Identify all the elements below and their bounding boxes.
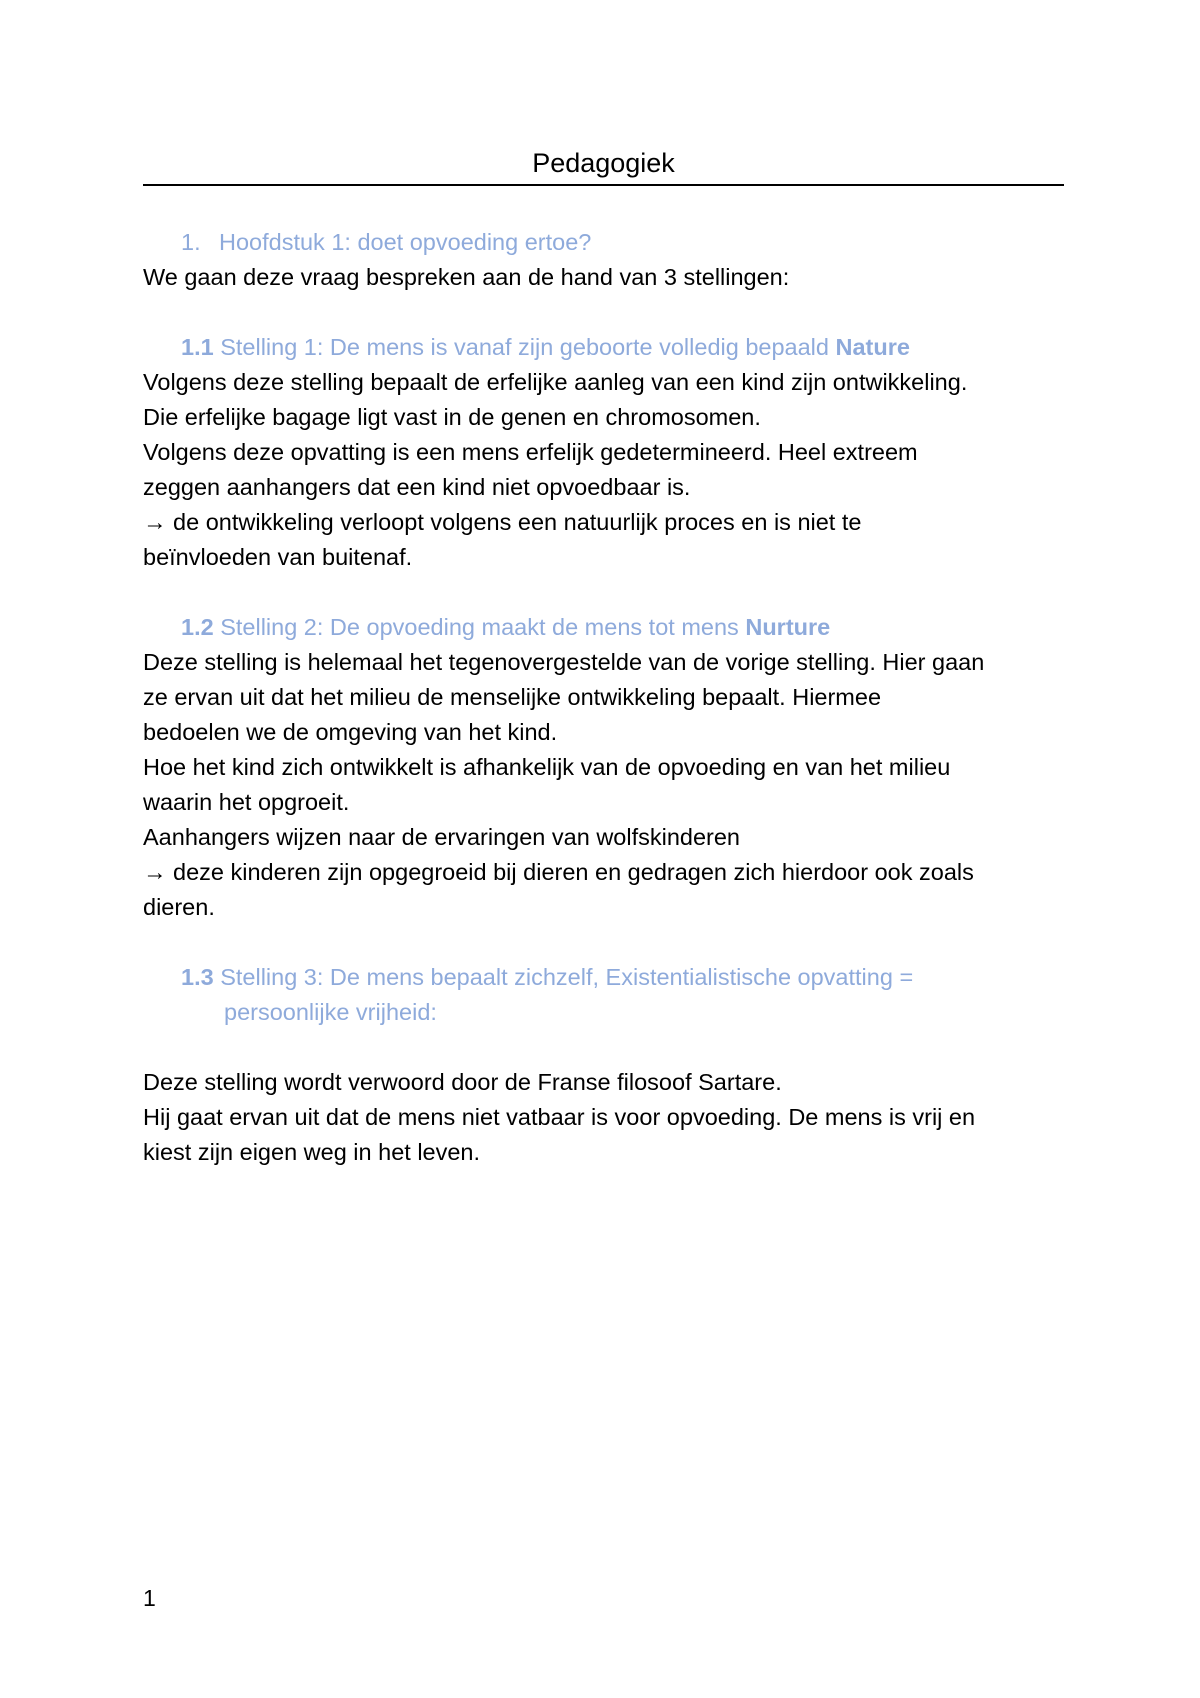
document-title: Pedagogiek: [532, 148, 675, 178]
paragraph-line: zeggen aanhangers dat een kind niet opvoedbaar is.: [143, 474, 691, 500]
document-body: [143, 225, 1064, 1170]
paragraph-line-text: de ontwikkeling verloopt volgens een natuurlijk proces en is niet te: [173, 509, 862, 535]
section-heading-continuation: persoonlijke vrijheid:: [224, 999, 437, 1025]
paragraph-line: Deze stelling is helemaal het tegenovergestelde van de vorige stelling. Hier gaan: [143, 649, 985, 675]
arrow-right-icon: →: [143, 509, 167, 535]
chapter-title: Hoofdstuk 1: doet opvoeding ertoe?: [219, 229, 592, 255]
arrow-line: [143, 505, 1064, 540]
paragraph-line: ze ervan uit dat het milieu de menselijke ontwikkeling bepaalt. Hiermee: [143, 684, 882, 710]
paragraph-line: dieren.: [143, 894, 215, 920]
paragraph-line: Volgens deze opvatting is een mens erfelijk gedetermineerd. Heel extreem: [143, 439, 918, 465]
paragraph-line-text: deze kinderen zijn opgegroeid bij dieren en gedragen zich hierdoor ook zoals: [173, 859, 974, 885]
paragraph-line: Deze stelling wordt verwoord door de Franse filosoof Sartare.: [143, 1069, 782, 1095]
section-title: Stelling 2: De opvoeding maakt de mens tot mens: [220, 614, 739, 640]
chapter-number: 1.: [181, 229, 201, 255]
intro-text: We gaan deze vraag bespreken aan de hand van 3 stellingen:: [143, 264, 790, 290]
section-keyword: Nurture: [745, 614, 831, 640]
arrow-line: [143, 855, 1064, 890]
paragraph-line: Hij gaat ervan uit dat de mens niet vatbaar is voor opvoeding. De mens is vrij en: [143, 1104, 976, 1130]
spacer: [143, 575, 1064, 610]
paragraph-line: waarin het opgroeit.: [143, 789, 350, 815]
paragraph-line: Hoe het kind zich ontwikkelt is afhankelijk van de opvoeding en van het milieu: [143, 754, 951, 780]
section-title: Stelling 1: De mens is vanaf zijn geboorte volledig bepaald: [220, 334, 829, 360]
paragraph-line: Die erfelijke bagage ligt vast in de genen en chromosomen.: [143, 404, 761, 430]
paragraph-line: kiest zijn eigen weg in het leven.: [143, 1139, 481, 1165]
chapter-heading: [143, 225, 1064, 260]
section-number: 1.1: [181, 334, 214, 360]
arrow-right-icon: →: [143, 859, 167, 885]
section-number: 1.2: [181, 614, 214, 640]
section-heading-1-2: [143, 610, 1064, 645]
paragraph-line: Aanhangers wijzen naar de ervaringen van wolfskinderen: [143, 824, 741, 850]
paragraph-line: bedoelen we de omgeving van het kind.: [143, 719, 558, 745]
title-underline: [143, 184, 1064, 186]
spacer: [143, 1030, 1064, 1065]
paragraph-line: Volgens deze stelling bepaalt de erfelijke aanleg van een kind zijn ontwikkeling.: [143, 369, 968, 395]
section-number: 1.3: [181, 964, 214, 990]
spacer: [143, 295, 1064, 330]
spacer: [143, 925, 1064, 960]
section-title: Stelling 3: De mens bepaalt zichzelf, Existentialistische opvatting =: [220, 964, 914, 990]
section-heading-1-3: [143, 960, 1064, 995]
page-number: 1: [143, 1585, 156, 1611]
section-keyword: Nature: [835, 334, 910, 360]
section-heading-1-1: [143, 330, 1064, 365]
paragraph-line: beïnvloeden van buitenaf.: [143, 544, 413, 570]
